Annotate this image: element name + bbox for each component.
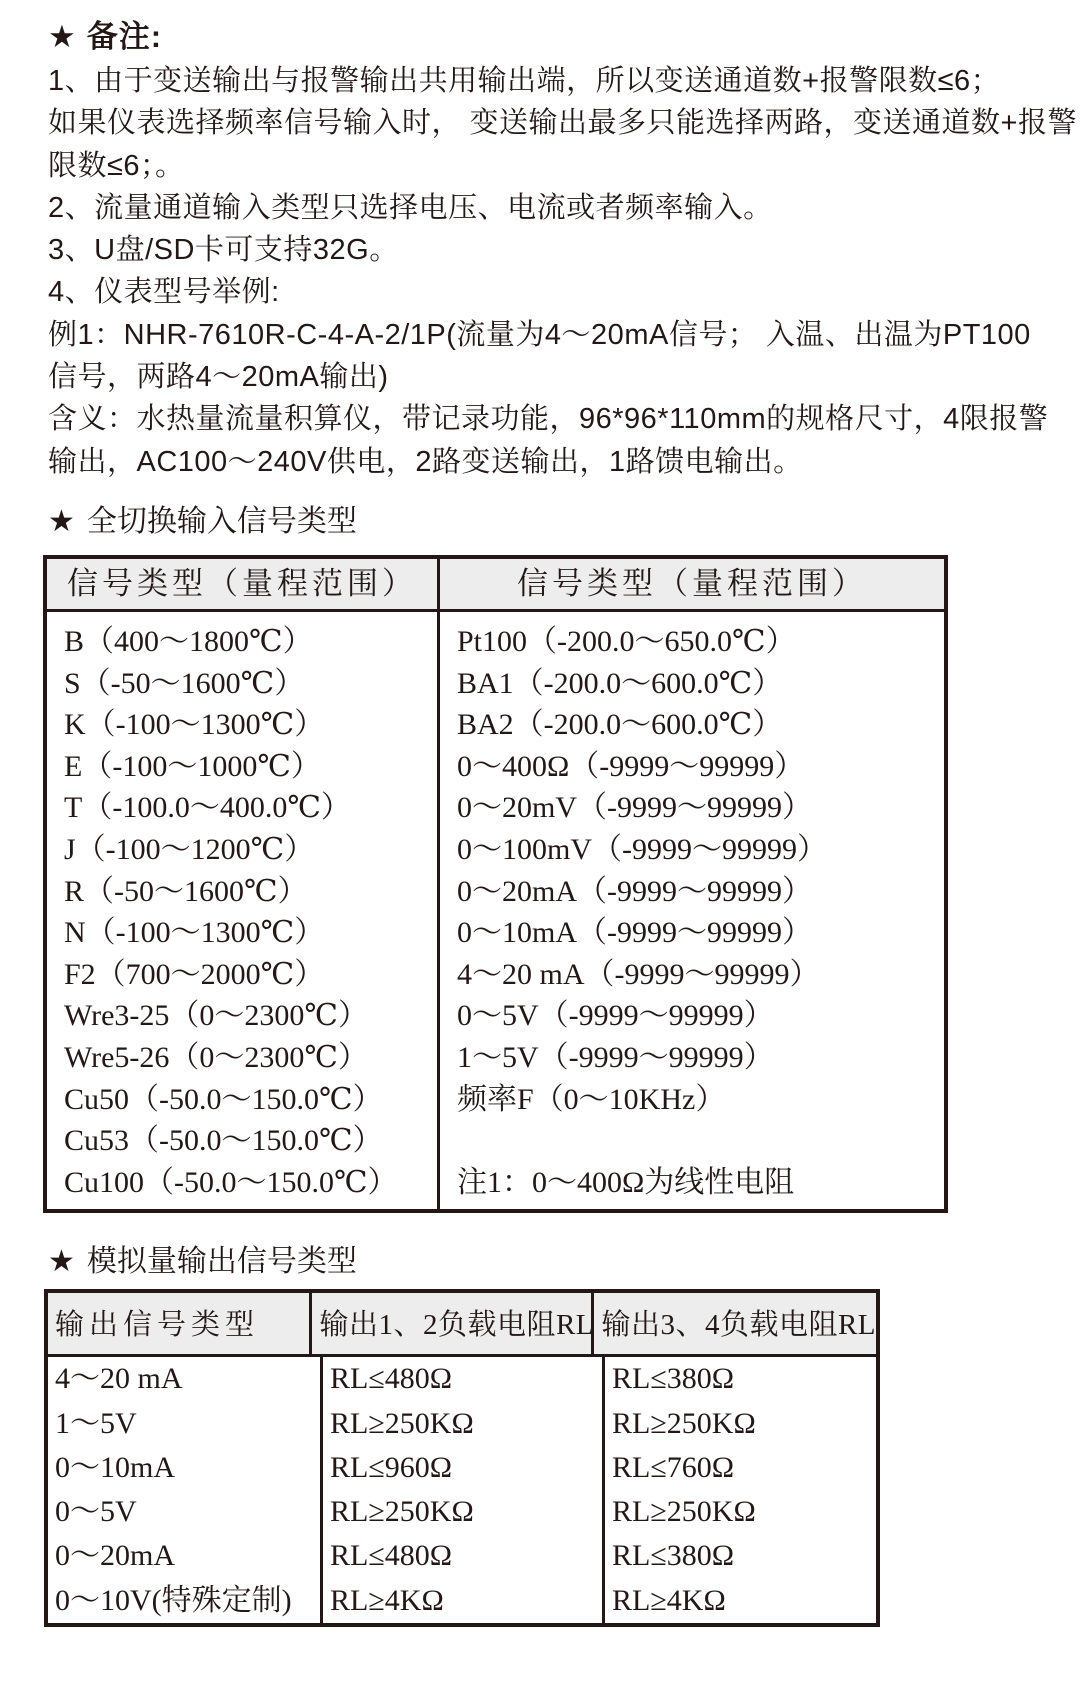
load-resistance-34-cell: RL≤760Ω (602, 1446, 876, 1490)
signal-row (457, 1120, 944, 1162)
signal-row: R（-50～1600℃） (64, 874, 308, 908)
load-resistance-34-cell: RL≥4KΩ (602, 1579, 876, 1623)
signal-row: B（400～1800℃） (64, 624, 313, 658)
signal-row: Pt100（-200.0～650.0℃） (457, 624, 796, 658)
note-line: 如果仪表选择频率信号输入时， 变送输出最多只能选择两路，变送通道数+报警 (48, 107, 1077, 140)
load-resistance-12-cell: RL≤480Ω (320, 1357, 602, 1401)
signal-row: E（-100～1000℃） (64, 749, 321, 783)
signal-row: Wre3-25（0～2300℃） (64, 999, 368, 1033)
note-line: 输出，AC100～240V供电，2路变送输出，1路馈电输出。 (48, 445, 803, 478)
signal-row: BA2（-200.0～600.0℃） (457, 708, 783, 742)
signal-row: J（-100～1200℃） (64, 832, 315, 866)
load-resistance-34-cell: RL≥250KΩ (602, 1402, 876, 1446)
output-signal-cell: 4～20 mA (55, 1362, 183, 1396)
signal-row: 频率F（0～10KHz） (457, 1082, 726, 1116)
table-row (48, 1534, 876, 1578)
signal-row: Cu53（-50.0～150.0℃） (64, 1124, 383, 1158)
load-resistance-12-cell: RL≥250KΩ (320, 1490, 602, 1534)
output-signal-cell: 0～10mA (55, 1450, 175, 1484)
output-signal-cell: 0～20mA (55, 1539, 175, 1573)
input-signal-heading-label: 全切换输入信号类型 (86, 504, 357, 538)
signal-row: Cu100（-50.0～150.0℃） (64, 1165, 398, 1199)
note-line: 信号，两路4～20mA输出) (48, 361, 389, 394)
signal-row: 0～20mA（-9999～99999） (457, 874, 812, 908)
notes-lines (48, 60, 1080, 483)
notes-section (48, 14, 1080, 483)
signal-row: S（-50～1600℃） (64, 666, 305, 700)
input-table-header-row (47, 559, 944, 612)
output-signal-cell: 1～5V (55, 1406, 137, 1440)
input-table-right-column (437, 612, 944, 1209)
signal-row: 0～20mV（-9999～99999） (457, 791, 812, 825)
note-line: 4、仪表型号举例: (48, 276, 280, 309)
note-line: 2、流量通道输入类型只选择电压、电流或者频率输入。 (48, 191, 773, 224)
note-line: 例1：NHR-7610R-C-4-A-2/1P(流量为4～20mA信号； 入温、出温为PT100 (48, 318, 1031, 351)
star-icon: ★ (48, 504, 75, 538)
output-signal-heading-label: 模拟量输出信号类型 (86, 1245, 357, 1279)
signal-row: BA1（-200.0～600.0℃） (457, 666, 783, 700)
signal-row: 0～100mV（-9999～99999） (457, 832, 827, 866)
signal-row: 0～5V（-9999～99999） (457, 999, 774, 1033)
signal-row: 0～400Ω（-9999～99999） (457, 749, 805, 783)
load-resistance-34-cell: RL≥250KΩ (602, 1490, 876, 1534)
load-resistance-12-cell: RL≤480Ω (320, 1534, 602, 1578)
note-line: 3、U盘/SD卡可支持32G。 (48, 234, 399, 267)
signal-row: F2（700～2000℃） (64, 957, 325, 991)
input-signal-table (43, 555, 948, 1213)
signal-row: 0～10mA（-9999～99999） (457, 916, 812, 950)
output-table-header-row (48, 1293, 876, 1357)
star-icon: ★ (48, 19, 77, 54)
signal-row: K（-100～1300℃） (64, 708, 325, 742)
output-signal-table (44, 1289, 880, 1627)
output-table-header-signal: 输出信号类型 (55, 1309, 260, 1342)
load-resistance-34-cell: RL≤380Ω (602, 1357, 876, 1401)
note-line: 含义：水热量流量积算仪，带记录功能，96*96*110mm的规格尺寸，4限报警 (48, 403, 1049, 436)
table-row (48, 1357, 876, 1401)
output-table-header-load12: 输出1、2负载电阻RL (309, 1293, 591, 1354)
table-row (48, 1402, 876, 1446)
signal-row: N（-100～1300℃） (64, 916, 325, 950)
input-table-header-right: 信号类型（量程范围） (437, 559, 944, 609)
signal-row: 注1：0～400Ω为线性电阻 (457, 1165, 795, 1199)
table-row (48, 1579, 876, 1623)
note-line: 限数≤6；。 (48, 149, 185, 182)
output-table-header-load34: 输出3、4负载电阻RL (591, 1293, 876, 1354)
output-signal-cell: 0～10V(特殊定制) (55, 1583, 292, 1617)
input-table-left-column (47, 612, 437, 1209)
signal-row: Wre5-26（0～2300℃） (64, 1040, 368, 1074)
input-table-body (47, 612, 944, 1209)
note-line: 1、由于变送输出与报警输出共用输出端，所以变送通道数+报警限数≤6； (48, 65, 1001, 97)
output-table-body (48, 1357, 876, 1623)
load-resistance-12-cell: RL≤960Ω (320, 1446, 602, 1490)
output-signal-heading (48, 1241, 1080, 1283)
signal-row: 4～20 mA（-9999～99999） (457, 957, 820, 991)
signal-row: 1～5V（-9999～99999） (457, 1040, 774, 1074)
star-icon: ★ (48, 1245, 75, 1279)
notes-heading (48, 14, 1080, 60)
input-table-header-left: 信号类型（量程范围） (67, 565, 417, 601)
table-row (48, 1446, 876, 1490)
load-resistance-12-cell: RL≥4KΩ (320, 1579, 602, 1623)
load-resistance-34-cell: RL≤380Ω (602, 1534, 876, 1578)
table-row (48, 1490, 876, 1534)
output-signal-cell: 0～5V (55, 1495, 137, 1529)
signal-row: T（-100.0～400.0℃） (64, 791, 351, 825)
load-resistance-12-cell: RL≥250KΩ (320, 1402, 602, 1446)
notes-heading-label: 备注: (86, 19, 163, 54)
input-signal-heading (48, 501, 1080, 543)
signal-row: Cu50（-50.0～150.0℃） (64, 1082, 383, 1116)
